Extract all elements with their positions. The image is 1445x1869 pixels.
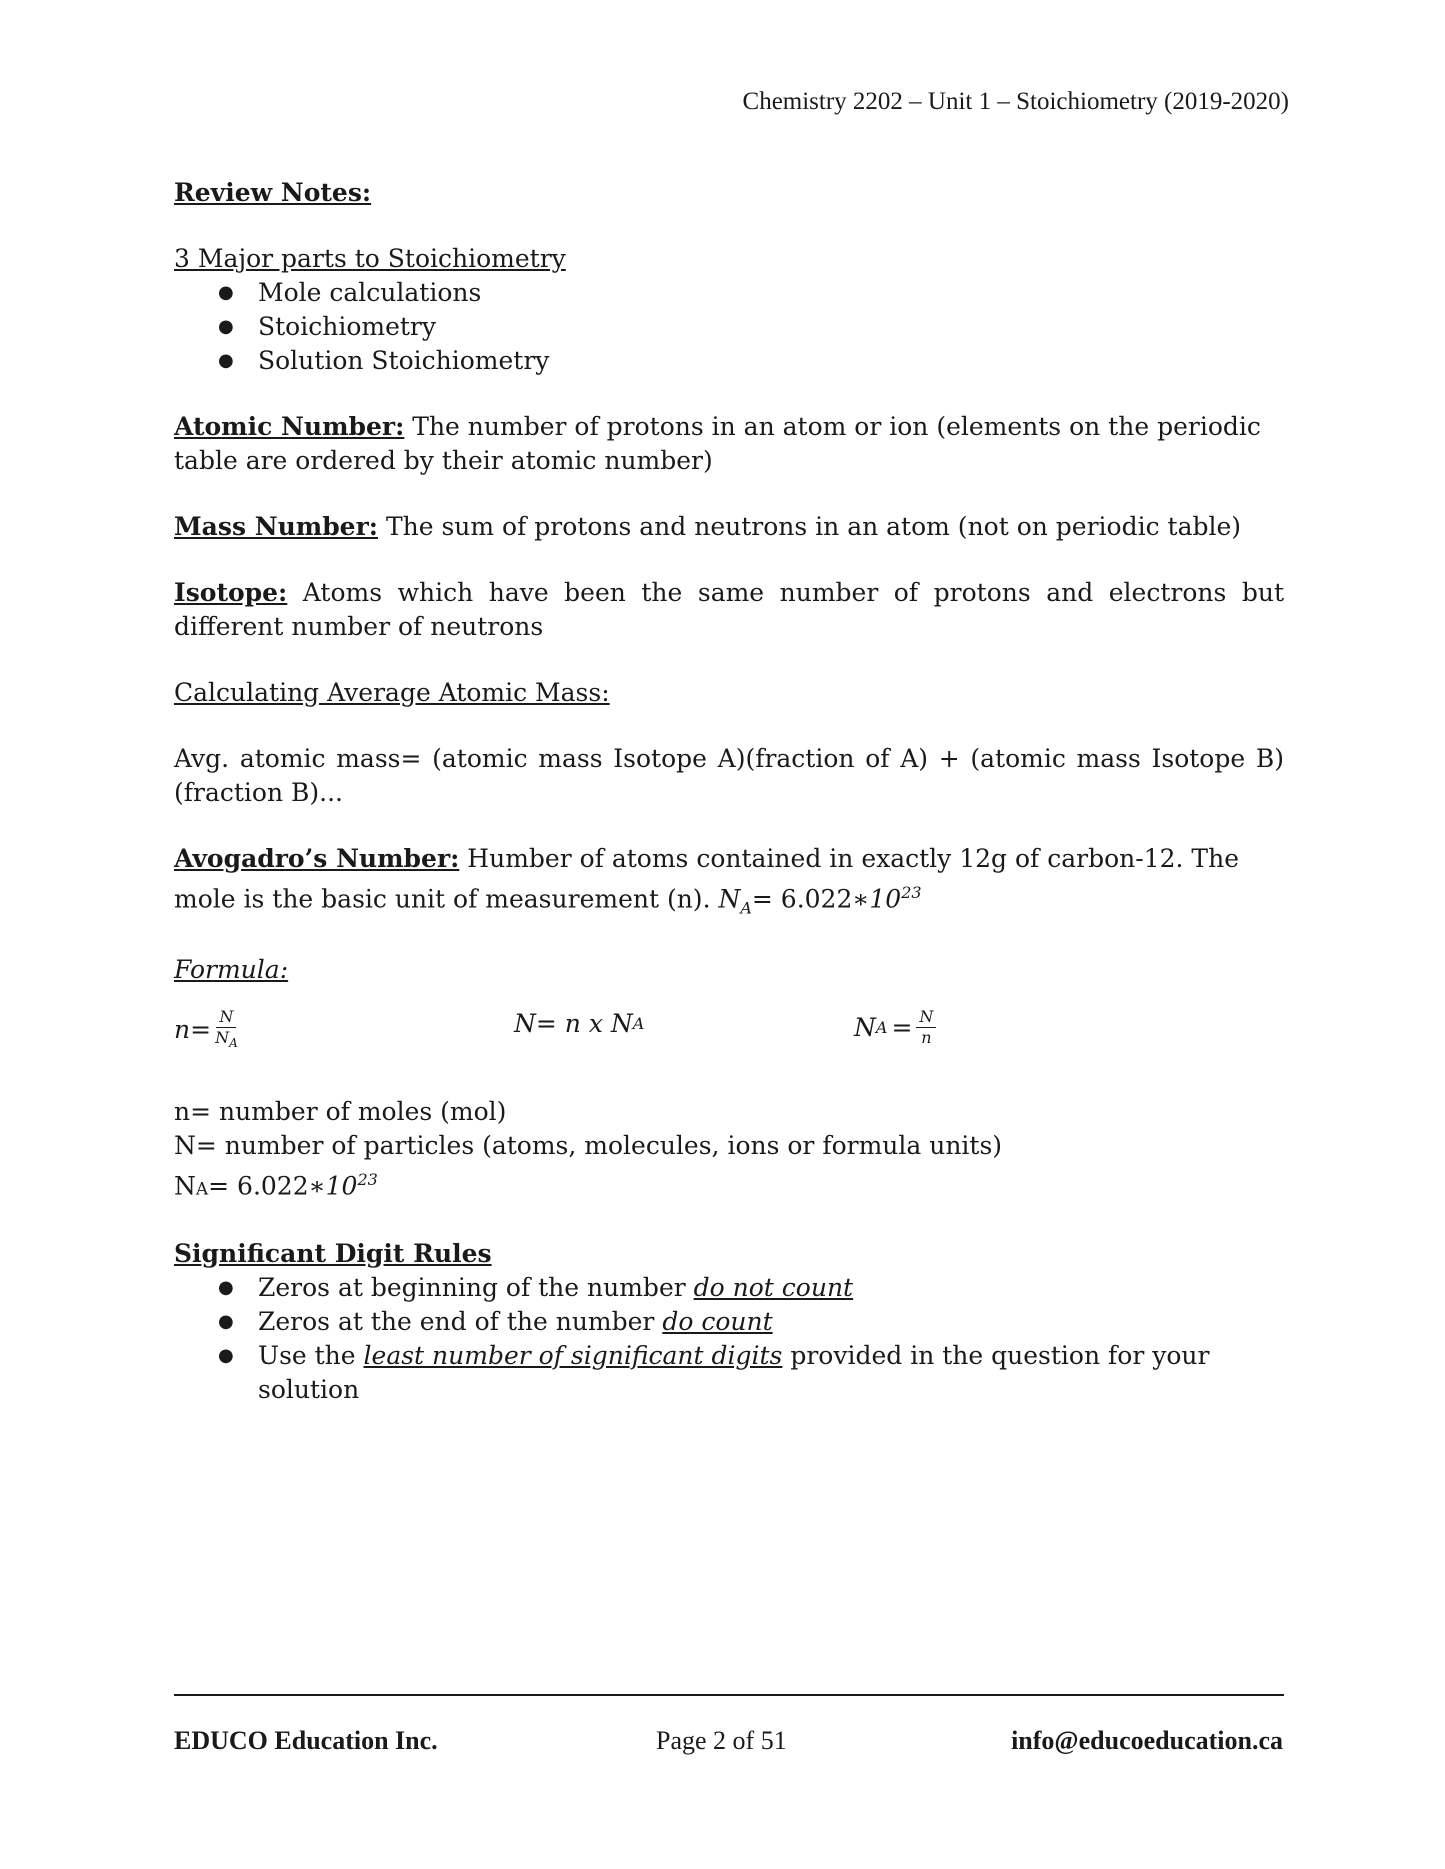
- na-def-base: 10: [325, 1171, 358, 1201]
- rule-emphasis: least number of significant digits: [363, 1340, 783, 1370]
- list-item: ● Solution Stoichiometry: [258, 344, 1284, 378]
- atomic-number-definition: [174, 410, 1284, 478]
- mass-number-definition: [174, 510, 1284, 544]
- mass-number-text: The sum of protons and neutrons in an atom (not on periodic table): [378, 512, 1242, 541]
- rule-text: Zeros at beginning of the number: [258, 1272, 694, 1302]
- list-item: [258, 1305, 1284, 1339]
- page-header: Chemistry 2202 – Unit 1 – Stoichiometry (2019-2020): [742, 88, 1289, 115]
- mass-number-term: Mass Number:: [174, 512, 378, 541]
- na-exp-base: 10: [869, 884, 902, 914]
- list-item: ● Mole calculations: [258, 276, 1284, 310]
- rule-text: Zeros at the end of the number: [258, 1306, 663, 1336]
- na-def-exponent: 23: [357, 1170, 378, 1190]
- formula-moles-lhs: n=: [174, 1015, 212, 1045]
- footer-company: EDUCO Education Inc.: [174, 1726, 438, 1755]
- isotope-text: Atoms which have been the same number of protons and electrons but different number of neutrons: [174, 578, 1284, 641]
- formula-avogadro: [854, 1007, 936, 1048]
- list-item: [258, 1271, 1284, 1305]
- fraction-numerator: N: [916, 1007, 936, 1028]
- avg-mass-heading: Calculating Average Atomic Mass:: [174, 678, 610, 707]
- formula-particles-text: N= n x N: [514, 1009, 633, 1039]
- denominator-symbol: N: [215, 1028, 230, 1048]
- list-item: ● Stoichiometry: [258, 310, 1284, 344]
- isotope-definition: [174, 576, 1284, 644]
- rule-text: Use the: [258, 1340, 364, 1370]
- definition-n: n= number of moles (mol): [174, 1097, 507, 1127]
- avogadro-definition: [174, 842, 1284, 925]
- na-subscript: A: [740, 898, 752, 918]
- formula-particles-subscript: A: [632, 1014, 645, 1034]
- definition-NA: [174, 1163, 1284, 1206]
- rule-text: provided in the question for your solution: [258, 1340, 1210, 1404]
- rule-emphasis: do count: [662, 1306, 773, 1336]
- major-parts-list: [174, 276, 1284, 378]
- formula-avogadro-subscript: A: [875, 1017, 888, 1037]
- formula-particles: [514, 1007, 644, 1041]
- formula-avogadro-fraction: [916, 1007, 936, 1048]
- avogadro-text: Humber of atoms contained in exactly 12g of carbon-12. The mole is the basic unit of measurement (n).: [174, 844, 1239, 914]
- avogadro-term: Avogadro’s Number:: [174, 844, 460, 873]
- na-value: = 6.022∗: [751, 884, 870, 914]
- footer-page-number: Page 2 of 51: [656, 1726, 787, 1755]
- na-exponent: 23: [901, 883, 922, 902]
- formula-row: [174, 1007, 1284, 1087]
- review-heading: Review Notes:: [174, 178, 372, 207]
- footer-divider: [174, 1694, 1284, 1696]
- fraction-denominator: [215, 1028, 238, 1053]
- atomic-number-text: The number of protons in an atom or ion (elements on the periodic table are ordered by their atomic number): [174, 412, 1261, 475]
- rule-emphasis: do not count: [693, 1272, 854, 1302]
- na-symbol: N: [718, 884, 741, 914]
- atomic-number-term: Atomic Number:: [174, 412, 405, 441]
- fraction-numerator: N: [216, 1007, 236, 1028]
- sig-digits-heading: Significant Digit Rules: [174, 1238, 492, 1268]
- na-def-value: = 6.022∗: [208, 1171, 326, 1201]
- avg-mass-formula: Avg. atomic mass= (atomic mass Isotope A)(fraction of A) + (atomic mass Isotope B)(fraction B)...: [174, 744, 1284, 807]
- page-body: [174, 176, 1284, 1407]
- formula-avogadro-lhs: N: [854, 1012, 876, 1042]
- formula-avogadro-equals: =: [891, 1012, 913, 1042]
- formula-heading: Formula:: [174, 955, 289, 985]
- sig-digits-list: [174, 1271, 1284, 1407]
- na-small: A: [195, 1179, 209, 1200]
- formula-moles-fraction: [215, 1007, 238, 1053]
- formula-moles: [174, 1007, 238, 1053]
- footer-email: info@educoeducation.ca: [1011, 1726, 1283, 1755]
- list-item: [258, 1339, 1284, 1407]
- denominator-subscript: A: [229, 1036, 238, 1051]
- isotope-term: Isotope:: [174, 578, 288, 607]
- na-prefix: N: [174, 1171, 196, 1201]
- major-parts-heading: 3 Major parts to Stoichiometry: [174, 244, 566, 273]
- definition-N: N= number of particles (atoms, molecules, ions or formula units): [174, 1131, 1003, 1161]
- fraction-denominator: n: [921, 1028, 932, 1048]
